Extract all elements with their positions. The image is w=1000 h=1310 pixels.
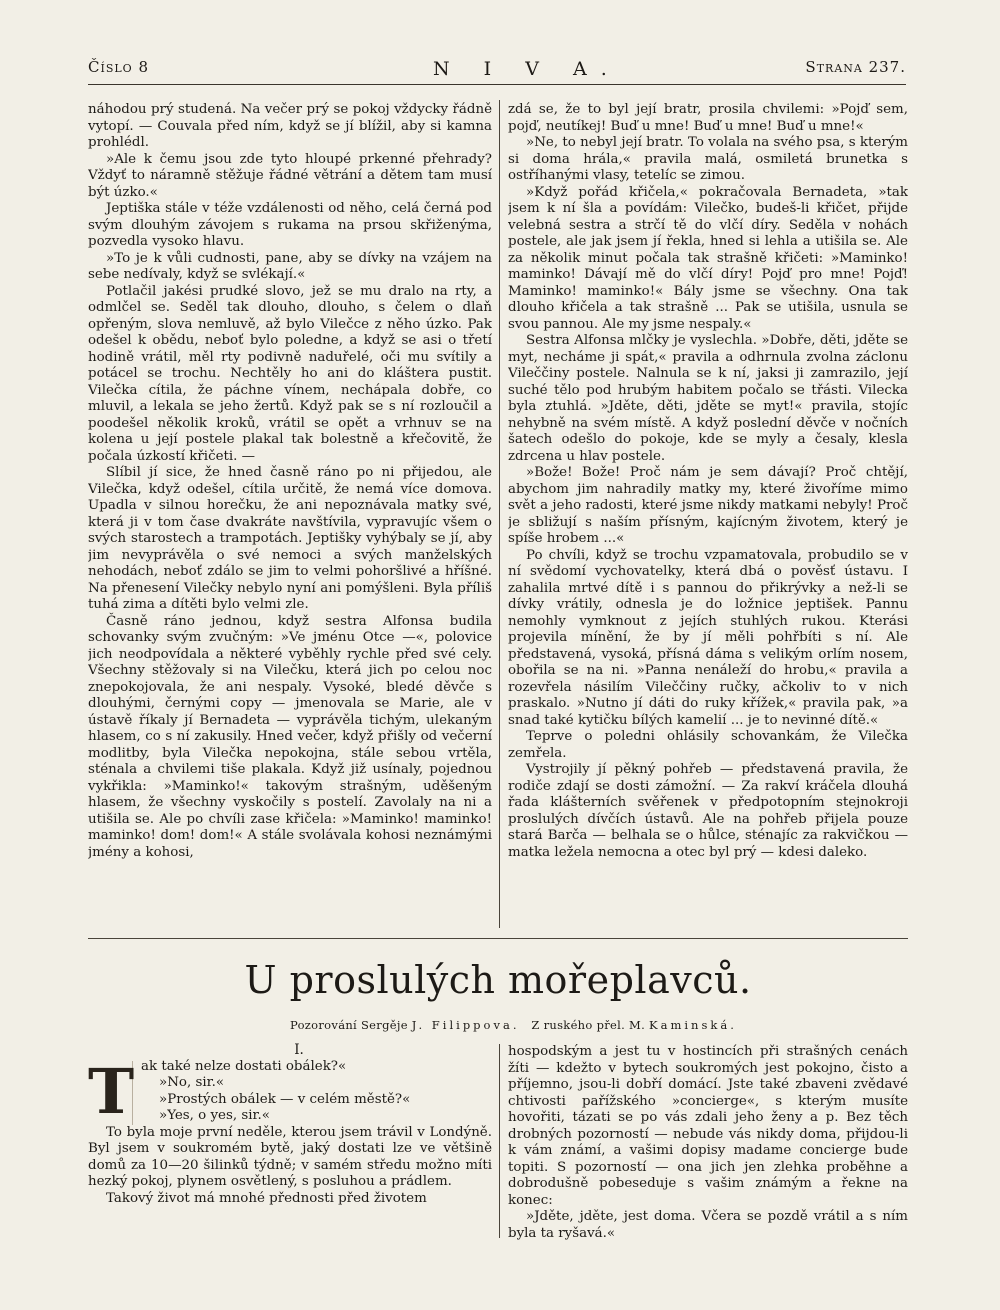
article-title: U proslulých mořeplavců. [244, 958, 752, 1002]
paragraph: hospodským a jest tu v hostincích při strašných cenách žíti — kdežto v bytech soukromých jest pokojno, čisto a příjemno, jsou-li dobří domácí. Jste také zbaveni zvědavé chtivosti pařížského »concierge«, s kterým musíte hovořiti, tázati se po vás zdali jeho ženy a p. Bez těch drobných pozorností — nebude vás nikdy doma, přijdou-li k vám známí, a vašimi dopisy madame concierge bude topiti. S pozorností — ona jich jen zlehka proběhne a dobrodušně pobeseduje s vašim známým a řekne na konec: [508, 1044, 908, 1208]
column-left-top [88, 102, 492, 928]
paragraph: »Ne, to nebyl její bratr. To volala na svého psa, s kterým si doma hrála,« pravila malá, osmiletá brunetka s ostříhanými vlasy, tetelíc se zimou. [508, 135, 908, 183]
translator-name: Kaminská. [649, 1018, 737, 1032]
section-rule [88, 938, 908, 939]
paragraph: Teprve o poledni ohlásily schovankám, že Vilečka zemřela. [508, 729, 908, 761]
paragraph: »No, sir.« [159, 1075, 225, 1090]
paragraph: Takový život má mnohé přednosti před životem [106, 1190, 427, 1206]
paragraph: »Prostých obálek — v celém městě?« [159, 1091, 411, 1107]
dropcap-letter: T [88, 1054, 135, 1128]
section-number: I. [294, 1042, 304, 1058]
byline [290, 1018, 737, 1032]
paragraph: Po chvíli, když se trochu vzpamatovala, probudilo se v ní svědomí vychovatelky, která dbá o pověsť ústavu. I zahalila mrtvé dítě i s pannou do přikrývky a než-li se dívky vrátily, odnesla je do ložnice jeptišek. Pannu nemohly vymknout z jejích stuhlých rukou. Kterási projevila mínění, že by jí měli pohřbíti s ní. Ale představená, vysoká, přísná dáma s velikým orlím nosem, obořila se na ni. »Panna nenáleží do hrobu,« pravila a rozevřela násilím Vileččiny ručky, ačkoliv to v nich praskalo. »Nutno jí dáti do ruky křížek,« pravila pak, »a snad také kytičku bílých kamelií ... je to nevinné dítě.« [508, 547, 908, 728]
column-left-bottom [88, 1042, 492, 1242]
paragraph: Sestra Alfonsa mlčky je vyslechla. »Dobře, děti, jděte se myt, necháme ji spát,« pravila a odhrnula zvolna záclonu Vileččiny postele. Nalnula se k ní, jaksi ji zamrazilo, její suché tělo pod hrubým habitem počalo se třásti. Vilecka byla ztuhlá. »Jděte, děti, jděte se myt!« pravila, stojíc nehybně na svém místě. A když poslední děvče v nočních šatech odešlo do pokoje, kde se myly a česaly, klesla zdrcena u hlav postele. [508, 333, 908, 464]
issue-number: Číslo 8 [88, 58, 149, 76]
paragraph: »Bože! Bože! Proč nám je sem dávají? Proč chtějí, abychom jim nahradily matky my, které živoříme mimo svět a jeho radosti, které jsme nikdy matkami nebyly! Proč je sbližují s naším přísným, kajícným životem, který je spíše hrobem ...« [508, 465, 908, 546]
byline-author: J. Filippova. [411, 1018, 520, 1032]
paragraph: Časně ráno jednou, když sestra Alfonsa budila schovanky svým zvučným: »Ve jménu Otce —«, polovice jich neodpovídala a některé vyběhly rychle před své cely. Všechny stěžovaly si na Vilečku, která jich po celou noc znepokojovala, že ani nespaly. Vysoké, bledé děvče s dlouhými, černými copy — jmenovala se Marie, ale v ústavě říkaly jí Bernadeta — vyprávěla tichým, ulekaným hlasem, co s ní zakusily. Hned večer, když přišly od večerní modlitby, byla Vilečka nepokojna, stále sebou vrtěla, sténala a chvilemi tiše plakala. Když již usínaly, pojednou vykřikla: »Maminko!« takovým strašným, uděšeným hlasem, že všechny vyskočily s postelí. Zavolaly na ni a utišila se. Ale po chvíli zase křičela: »Maminko! maminko! maminko! dom! dom!« A stále svolávala kohosi neznámými jmény a kohosi, [88, 613, 492, 860]
paragraph: Jeptiška stále v téže vzdálenosti od něho, celá černá pod svým dlouhým závojem s rukama na prsou skřiženýma, pozvedla vysoko hlavu. [88, 201, 492, 249]
column-divider [499, 1044, 500, 1238]
paragraph: Vystrojily jí pěkný pohřeb — představená pravila, že rodiče zdají se dosti zámožní. — Za rakví kráčela dlouhá řada klášterních svěřenek v předpotopním stejnokroji proslulých dívčích ústavů. Ale na pohřeb přijela pouze stará Barča — belhala se o hůlce, sténajíc za rakvičkou — matka ležela nemocna a otec byl prý — kdesi daleko. [508, 762, 908, 860]
column-divider [499, 100, 500, 928]
paragraph: »To je k vůli cudnosti, pane, aby se dívky na vzájem na sebe nedívaly, když se svlékají.« [88, 250, 492, 282]
header-rule [88, 84, 906, 85]
paragraph: Potlačil jakési prudké slovo, jež se mu dralo na rty, a odmlčel se. Seděl tak dlouho, dlouho, s čelem o dlaň opřeným, slova nemluvě, až bylo Vilečce z něho úzko. Pak odešel k obědu, neboť bylo poledne, a když se asi o třetí hodině vrátil, měl rty podivně naduřelé, oči mu svítily a potácel se trochu. Nechtěly ho ani do kláštera pustit. Vilečka cítila, že páchne vínem, nechápala dobře, co mluvil, a lekala se jeho žertů. Když pak se s ní rozloučil a poodešel několik kroků, vrátil se opět a vrhnuv se na kolena u její postele plakal tak bolestně a křečovitě, že počala úzkostí křičeti. — [88, 283, 492, 464]
page-number: Strana 237. [805, 58, 906, 76]
paragraph: »Yes, o yes, sir.« [159, 1108, 270, 1123]
column-right-bottom [508, 1044, 908, 1244]
paragraph: »Jděte, jděte, jest doma. Včera se pozdě vrátil a s ním byla ta ryšavá.« [508, 1209, 908, 1241]
journal-title: N I V A. [433, 58, 621, 80]
paragraph: ak také nelze dostati obálek?« [141, 1058, 347, 1074]
byline-prefix: Pozorování Sergěje [290, 1018, 408, 1032]
paragraph: zdá se, že to byl její bratr, prosila chvilemi: »Pojď sem, pojď, neutíkej! Buď u mne! Buď u mne! Buď u mne!« [508, 102, 908, 134]
paragraph: »Když pořád křičela,« pokračovala Bernadeta, »tak jsem k ní šla a povídám: Vilečko, budeš-li křičet, přijde velebná sestra a strčí tě do vlčí díry. Seděla v nohách postele, ale jak jsem jí řekla, hned si lehla a utišila se. Ale za několik minut počala tak strašně křičeti: »Maminko! maminko! Dávají mě do vlčí díry! Pojď pro mne! Pojď! Maminko! maminko!« Bály jsme se všechny. Ona tak dlouho křičela a tak strašně ... Pak se utišila, usnula se svou pannou. Ale my jsme nespaly.« [508, 184, 908, 332]
paragraph: To byla moje první neděle, kterou jsem trávil v Londýně. Byl jsem v soukromém bytě, jaký dostati lze ve většině domů za 10—20 šilinků týdně; v samém středu možno míti hezký pokoj, plynem osvětlený, s posluhou a prádlem. [88, 1124, 492, 1189]
paragraph: »Ale k čemu jsou zde tyto hloupé prkenné přehrady? Vždyť to náramně stěžuje řádné větrání a dětem tam musí být úzko.« [88, 151, 492, 200]
paragraph: náhodou prý studená. Na večer prý se pokoj vždycky řádně vytopí. — Couvala před ním, když se jí blížil, aby si kamna prohlédl. [88, 102, 492, 150]
paragraph: Slíbil jí sice, že hned časně ráno po ni přijedou, ale Vilečka, když odešel, cítila určitě, že nemá více domova. Upadla v silnou horečku, že ani nepoznávala matky své, která ji v tom čase dvakráte navštívila, vypravujíc všem o svých starostech a trampotách. Jeptišky vyhýbaly se jí, aby jim nevyprávěla o své nemoci a svých manželských nehodách, neboť zdálo se jim to velmi pohoršlivé a hříšné. Na přenesení Vilečky nebylo nyní ani pomýšleni. Byla příliš tuhá zima a dítěti bylo velmi zle. [88, 465, 492, 612]
translator-prefix: Z ruského přel. M. [531, 1018, 646, 1032]
column-right-top [508, 102, 908, 920]
